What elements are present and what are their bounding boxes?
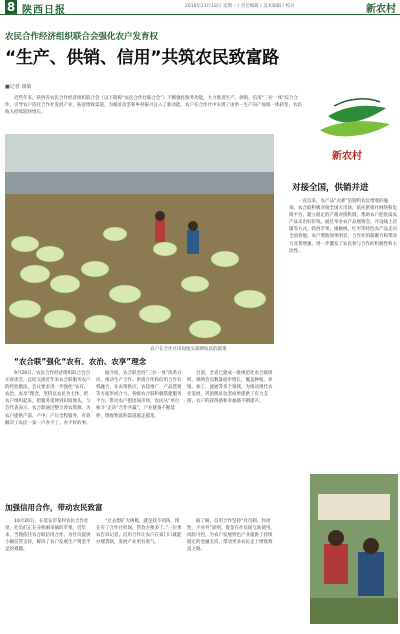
- page-header-bar: [0, 0, 400, 15]
- section1-column-1: 9月28日，农民合作经济组织联合会召开座谈会，总结交流近年来农合联服务农户的经验做法，会议要求进一步强化“农有、农治、农享”理念，坚持以农民为主体，把农户组织起来，把服务延伸到田间地头。与会代表表示，农合联通过整合涉农资源，为农户提供产前、产中、产后全程服务，有效解决了农民一家一户办不了、办不好的事。: [5, 371, 91, 426]
- section2-column-3: 据了解，信用合作坚持“社员制、封闭性、不对外”原则，资金在社员间互助使用，风险可控，为农户发展特色产业提供了持续稳定的金融支持，带动更多农民走上增收致富之路。: [187, 519, 275, 553]
- article-photo: [5, 134, 274, 344]
- article-headline: “生产、供销、信用”共筑农民致富路: [5, 48, 279, 68]
- article-byline: ■记者 康敏: [5, 84, 32, 90]
- page-number: 8: [6, 0, 16, 14]
- right-column-text: 一直以来，农产品“卖难”是制约农民增收的瓶颈。农合联积极对接全国大市场，依托供销社网络和电商平台，建立稳定的产销对接机制，帮助农户把优质农产品卖出好价钱。通过举办农产品展销会、开设线上店铺等方式，陕西苹果、猕猴桃、红枣等特色农产品走向全国各地。农户增收效果明显，合作社的凝聚力和带动力显著增强，进一步激发了农民参与合作的积极性和主动性。: [289, 199, 397, 254]
- article-kicker: 农民合作经济组织联合会强化农户发育权: [5, 32, 159, 42]
- section2-heading: 加强信用合作，带动农民致富: [5, 503, 103, 512]
- logo-text: 新农村: [332, 151, 362, 162]
- article-lead: 近些年来，陕西省农民合作经济组织联合会（以下简称“农民合作社联合会”）不断强化服务功能，大力推进生产、供销、信用“三位一体”综合合作，引导农户依托合作社发展产业，拓宽增收渠道，为脱贫攻坚和乡村振兴注入了新动能。农户在合作社中实现了由单一生产向产加销一体转变，农民收入持续较快增长。: [5, 96, 302, 115]
- section1-heading: “农合联”强化“农有、农治、农享”理念: [14, 357, 147, 366]
- header-meta-line: 2016年11月18日 星期一 / 责任编辑 / 美术编辑 / 校对: [185, 4, 295, 9]
- section2-column-1: 10月20日，在延安市某村农民合作社里，社员们正在分拣刚采摘的苹果。近年来，当地依托农合联信用合作，为社员提供小额信贷支持，解决了农户发展生产资金不足的难题。: [5, 519, 91, 553]
- photo-caption: 农户在合作社田间地头晾晒收获的蔬菜: [150, 347, 227, 352]
- newspaper-name: 陕西日报: [22, 5, 66, 16]
- advertisement-photo: [310, 474, 398, 624]
- section2-column-2: “过去想扩大规模，就是找不到钱，现在有了合作社担保，贷款方便多了。”一位果农告诉记者，信用合作让农户在家门口就能办理贷款，发展产业更有底气。: [96, 519, 182, 546]
- right-section-heading: 对接全国，供销并进: [292, 183, 369, 193]
- section1-column-3: 目前，全省已建成一批规范化农合联组织，吸纳会员数量稳步增长，覆盖种植、养殖、加工、流通等多个领域，为推动现代农业发展、巩固脱贫攻坚成果提供了有力支撑，农户的获得感和幸福感不断提升。: [187, 371, 273, 405]
- section1-column-2: 据介绍，农合联坚持“三位一体”改革方向，推动生产合作、供销合作和信用合作有机融合，在农资供应、农技推广、产品营销等方面形成合力。各级农合联积极搭建服务平台，带动农户抱团闯市场，农民从“单打独斗”走向“合作共赢”，产业链条不断延伸，增收致富的渠道越走越宽。: [96, 371, 182, 419]
- section-name: 新农村: [366, 4, 396, 15]
